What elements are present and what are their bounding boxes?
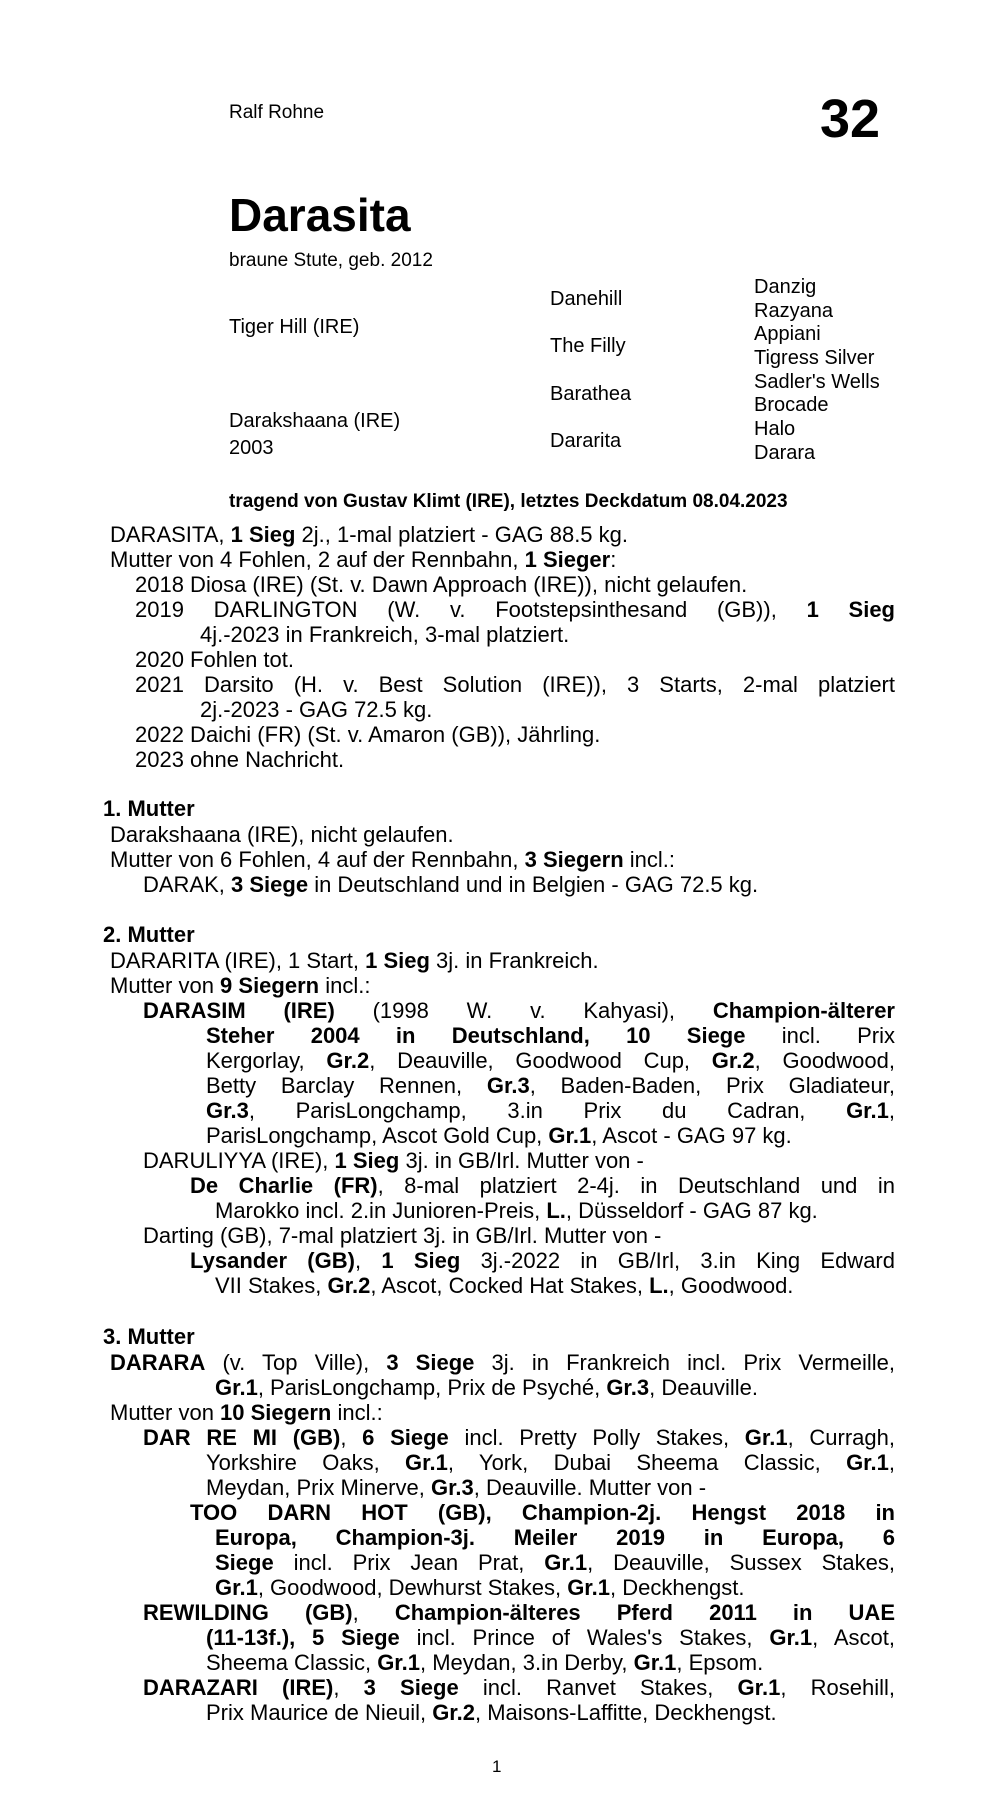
pedigree-sire: Tiger Hill (IRE) <box>229 316 360 338</box>
foal-2023: 2023 ohne Nachricht. <box>135 747 345 772</box>
darara-entry: DARARA (v. Top Ville), 3 Siege 3j. in Frankreich incl. Prix Vermeille, <box>110 1350 895 1375</box>
darasim-entry-cont: Kergorlay, Gr.2, Deauville, Goodwood Cup, Gr.2, Goodwood, <box>206 1048 895 1073</box>
lysander-entry-cont: VII Stakes, Gr.2, Ascot, Cocked Hat Stakes, L., Goodwood. <box>215 1273 794 1298</box>
darting-entry: Darting (GB), 7-mal platziert 3j. in GB/Irl. Mutter von - <box>143 1223 662 1248</box>
pedigree-gen2: Barathea <box>550 383 632 405</box>
page-number: 1 <box>492 1757 502 1776</box>
pedigree-gen3: Razyana <box>754 300 833 322</box>
darazari-entry-cont: Prix Maurice de Nieuil, Gr.2, Maisons-Laffitte, Deckhengst. <box>206 1700 777 1725</box>
horse-name: Darasita <box>229 189 411 241</box>
rewilding-entry: REWILDING (GB), Champion-älteres Pferd 2011 in UAE <box>143 1600 895 1625</box>
dar-re-mi-entry-cont: Yorkshire Oaks, Gr.1, York, Dubai Sheema Classic, Gr.1, <box>206 1450 895 1475</box>
pregnancy-note: tragend von Gustav Klimt (IRE), letztes Deckdatum 08.04.2023 <box>229 491 788 512</box>
section-heading-3: 3. Mutter <box>103 1324 195 1349</box>
too-darn-hot-entry-cont: Gr.1, Goodwood, Dewhurst Stakes, Gr.1, Deckhengst. <box>215 1575 745 1600</box>
darasim-entry-cont: Steher 2004 in Deutschland, 10 Siege incl. Prix <box>206 1023 895 1048</box>
section-heading-1: 1. Mutter <box>103 796 195 821</box>
dam-produce-summary: Mutter von 6 Fohlen, 4 auf der Rennbahn, 3 Siegern incl.: <box>110 847 676 872</box>
pedigree-dam: Darakshaana (IRE) <box>229 410 401 432</box>
de-charlie-entry: De Charlie (FR), 8-mal platziert 2-4j. in Deutschland und in <box>190 1173 895 1198</box>
granddam-produce-summary: Mutter von 9 Siegern incl.: <box>110 973 371 998</box>
darasim-entry: DARASIM (IRE) (1998 W. v. Kahyasi), Champion-älterer <box>143 998 895 1023</box>
foal-2018: 2018 Diosa (IRE) (St. v. Dawn Approach (IRE)), nicht gelaufen. <box>135 572 748 597</box>
darara-entry-cont: Gr.1, ParisLongchamp, Prix de Psyché, Gr.3, Deauville. <box>215 1375 758 1400</box>
darasim-entry-cont: Gr.3, ParisLongchamp, 3.in Prix du Cadran, Gr.1, <box>206 1098 895 1123</box>
too-darn-hot-entry-cont: Siege incl. Prix Jean Prat, Gr.1, Deauville, Sussex Stakes, <box>215 1550 895 1575</box>
rewilding-entry-cont: Sheema Classic, Gr.1, Meydan, 3.in Derby, Gr.1, Epsom. <box>206 1650 764 1675</box>
foal-2021: 2021 Darsito (H. v. Best Solution (IRE)), 3 Starts, 2-mal platziert <box>135 672 895 697</box>
pedigree-gen3: Darara <box>754 442 816 464</box>
mare-produce-summary: Mutter von 4 Fohlen, 2 auf der Rennbahn, 1 Sieger: <box>110 547 617 572</box>
foal-2019: 2019 DARLINGTON (W. v. Footstepsinthesand (GB)), 1 Sieg <box>135 597 895 622</box>
pedigree-gen3: Appiani <box>754 323 821 345</box>
darasim-entry-cont: Betty Barclay Rennen, Gr.3, Baden-Baden, Prix Gladiateur, <box>206 1073 895 1098</box>
too-darn-hot-entry: TOO DARN HOT (GB), Champion-2j. Hengst 2018 in <box>190 1500 895 1525</box>
foal-2020: 2020 Fohlen tot. <box>135 647 295 672</box>
pedigree-gen2: The Filly <box>550 335 626 357</box>
pedigree-gen2: Dararita <box>550 430 622 452</box>
foal-2021-cont: 2j.-2023 - GAG 72.5 kg. <box>200 697 433 722</box>
darasim-entry-cont: ParisLongchamp, Ascot Gold Cup, Gr.1, Ascot - GAG 97 kg. <box>206 1123 792 1148</box>
pedigree-gen3: Halo <box>754 418 796 440</box>
lysander-entry: Lysander (GB), 1 Sieg 3j.-2022 in GB/Irl, 3.in King Edward <box>190 1248 895 1273</box>
mare-record: DARASITA, 1 Sieg 2j., 1-mal platziert - GAG 88.5 kg. <box>110 522 629 547</box>
pedigree-gen2: Danehill <box>550 288 623 310</box>
lot-number: 32 <box>820 89 881 149</box>
too-darn-hot-entry-cont: Europa, Champion-3j. Meiler 2019 in Europa, 6 <box>215 1525 895 1550</box>
daruliyya-entry: DARULIYYA (IRE), 1 Sieg 3j. in GB/Irl. Mutter von - <box>143 1148 644 1173</box>
foal-2019-cont: 4j.-2023 in Frankreich, 3-mal platziert. <box>200 622 570 647</box>
dam-record: Darakshaana (IRE), nicht gelaufen. <box>110 822 454 847</box>
foal-2022: 2022 Daichi (FR) (St. v. Amaron (GB)), Jährling. <box>135 722 601 747</box>
de-charlie-entry-cont: Marokko incl. 2.in Junioren-Preis, L., Düsseldorf - GAG 87 kg. <box>215 1198 818 1223</box>
pedigree-dam-year: 2003 <box>229 437 274 459</box>
third-dam-produce-summary: Mutter von 10 Siegern incl.: <box>110 1400 383 1425</box>
pedigree-gen3: Sadler's Wells <box>754 371 880 393</box>
pedigree-gen3: Tigress Silver <box>754 347 875 369</box>
section-heading-2: 2. Mutter <box>103 922 195 947</box>
granddam-record: DARARITA (IRE), 1 Start, 1 Sieg 3j. in Frankreich. <box>110 948 599 973</box>
dar-re-mi-entry-cont: Meydan, Prix Minerve, Gr.3, Deauville. Mutter von - <box>206 1475 707 1500</box>
pedigree-gen3: Danzig <box>754 276 817 298</box>
pedigree-gen3: Brocade <box>754 394 829 416</box>
author-name: Ralf Rohne <box>229 102 325 123</box>
dam-foal-darak: DARAK, 3 Siege in Deutschland und in Belgien - GAG 72.5 kg. <box>143 872 759 897</box>
rewilding-entry-cont: (11-13f.), 5 Siege incl. Prince of Wales's Stakes, Gr.1, Ascot, <box>206 1625 895 1650</box>
dar-re-mi-entry: DAR RE MI (GB), 6 Siege incl. Pretty Polly Stakes, Gr.1, Curragh, <box>143 1425 895 1450</box>
darazari-entry: DARAZARI (IRE), 3 Siege incl. Ranvet Stakes, Gr.1, Rosehill, <box>143 1675 895 1700</box>
horse-description: braune Stute, geb. 2012 <box>229 250 433 271</box>
